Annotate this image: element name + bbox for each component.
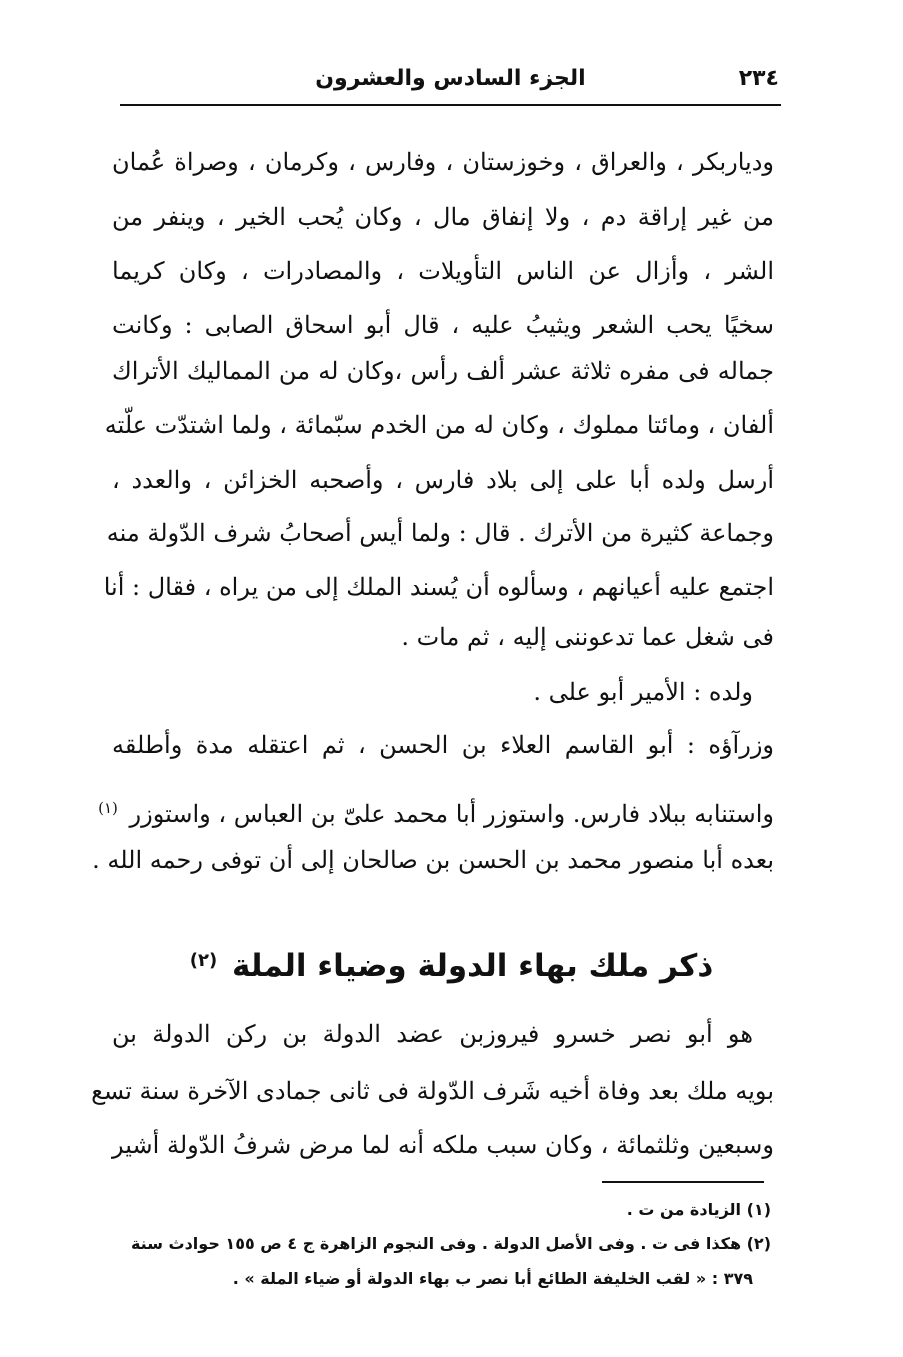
body-line: سخيًا يحب الشعر ويثيبُ عليه ، قال أبو اسحاق الصابى : وكانت	[112, 311, 774, 339]
footnote-rule	[602, 1181, 764, 1183]
footnote-ref: (١)	[98, 799, 118, 817]
page-number: ٢٣٤	[738, 66, 779, 91]
body-line: اجتمع عليه أعيانهم ، وسألوه أن يُسند الملك إلى من يراه ، فقال : أنا	[103, 573, 774, 601]
vizier-line: بعده أبا منصور محمد بن الحسن بن صالحان إلى أن توفى رحمه الله .	[92, 846, 774, 874]
body-line: من غير إراقة دم ، ولا إنفاق مال ، وكان يُحب الخير ، وينفر من	[112, 203, 774, 231]
vizier-line: وزرآؤه : أبو القاسم العلاء بن الحسن ، ثم اعتقله مدة وأطلقه	[112, 731, 774, 759]
header-rule	[120, 104, 781, 106]
body-line: أرسل ولده أبا على إلى بلاد فارس ، وأصحبه الخزائن ، والعدد ،	[112, 466, 774, 494]
body-line: وجماعة كثيرة من الأترك . قال : ولما أيس أصحابُ شرف الدّولة منه	[106, 519, 774, 547]
footnote-ref: (٢)	[189, 950, 218, 971]
son-line: ولده : الأمير أبو على .	[533, 678, 753, 706]
vizier-line-text: واستنابه ببلاد فارس. واستوزر أبا محمد علىّ بن العباس ، واستوزر	[129, 800, 774, 828]
running-title: الجزء السادس والعشرون	[315, 66, 586, 91]
footnote: (١) الزيادة من ت .	[626, 1200, 771, 1219]
page-header	[120, 58, 781, 106]
section-line: وسبعين وثلثمائة ، وكان سبب ملكه أنه لما مرض شرفُ الدّولة أشير	[112, 1131, 774, 1159]
body-line: ألفان ، ومائتا مملوك ، وكان له من الخدم سبّمائة ، ولما اشتدّت علّته	[104, 411, 774, 439]
body-line: ودياربكر ، والعراق ، وخوزستان ، وفارس ، وكرمان ، وصراة عُمان	[112, 148, 774, 176]
footnote: (٢) هكذا فى ت . وفى الأصل الدولة . وفى النجوم الزاهرة ج ٤ ص ١٥٥ حوادث سنة	[130, 1234, 771, 1253]
footnote: ٣٧٩ : « لقب الخليفة الطائع أبا نصر ب بهاء الدولة أو ضياء الملة » .	[232, 1269, 753, 1288]
body-line: الشر ، وأزال عن الناس التأويلات ، والمصادرات ، وكان كريما	[112, 257, 774, 285]
vizier-line	[98, 788, 774, 834]
body-line: فى شغل عما تدعوننى إليه ، ثم مات .	[401, 623, 774, 651]
section-line: هو أبو نصر خسرو فيروزبن عضد الدولة بن ركن الدولة بن	[112, 1020, 753, 1048]
section-heading-text: ذكر ملك بهاء الدولة وضياء الملة	[232, 948, 714, 984]
section-line: بويه ملك بعد وفاة أخيه شَرف الدّولة فى ثانى جمادى الآخرة سنة تسع	[91, 1077, 774, 1105]
section-heading	[0, 934, 903, 993]
body-line: جماله فى مفره ثلاثة عشر ألف رأس ،وكان له من المماليك الأتراك	[112, 357, 774, 385]
